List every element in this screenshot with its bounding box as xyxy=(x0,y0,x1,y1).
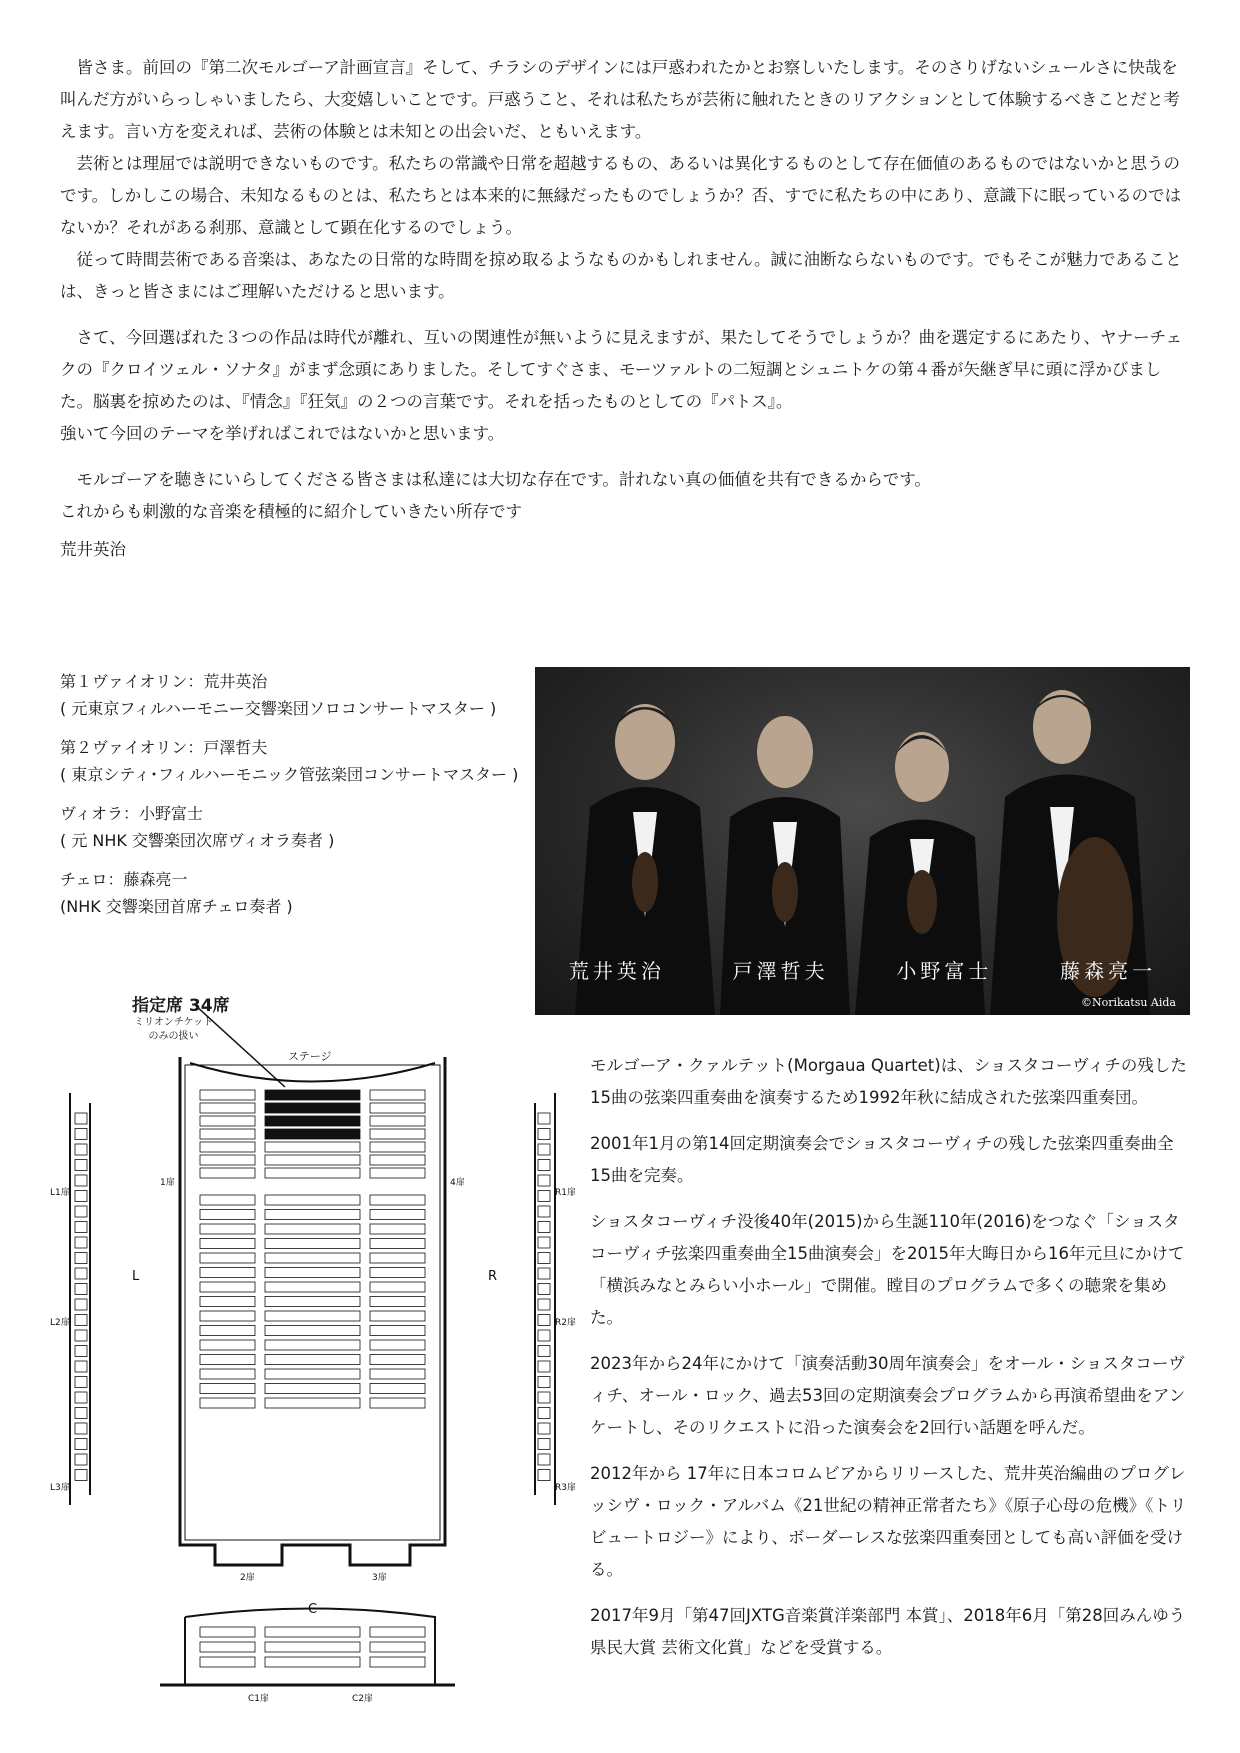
seat-block xyxy=(75,1237,87,1248)
seat-block xyxy=(370,1142,425,1152)
seat-block xyxy=(265,1268,360,1278)
member-list xyxy=(60,668,530,932)
door-label: L2扉 xyxy=(50,1318,70,1328)
seat-block xyxy=(538,1346,550,1357)
door-label: 1扉 xyxy=(160,1178,175,1188)
door-label: C1扉 xyxy=(248,1694,270,1704)
seat-block xyxy=(370,1268,425,1278)
member-role: 第１ヴァイオリン：荒井英治 xyxy=(60,672,268,691)
seat-block xyxy=(265,1116,360,1126)
right-block-label: R xyxy=(488,1269,498,1284)
seat-block xyxy=(75,1299,87,1310)
seat-block xyxy=(370,1657,425,1667)
seat-block xyxy=(370,1355,425,1365)
seat-block xyxy=(75,1222,87,1233)
seating-map xyxy=(50,985,580,1705)
door-label: C2扉 xyxy=(352,1694,374,1704)
door-label: L1扉 xyxy=(50,1188,70,1198)
seat-block xyxy=(538,1113,550,1124)
seat-block xyxy=(200,1326,255,1336)
seat-block xyxy=(370,1239,425,1249)
seat-block xyxy=(370,1297,425,1307)
seat-block xyxy=(200,1103,255,1113)
seat-block xyxy=(370,1311,425,1321)
seat-block xyxy=(265,1398,360,1408)
seat-block xyxy=(200,1340,255,1350)
member-note: ( 元東京フィルハーモニー交響楽団ソロコンサートマスター ) xyxy=(60,699,497,718)
seat-block xyxy=(265,1326,360,1336)
intro-paragraph: 従って時間芸術である音楽は、あなたの日常的な時間を掠め取るようなものかもしれません。誠に油断ならないものです。でもそこが魅力であることは、きっと皆さまにはご理解いただけると思います。 xyxy=(60,250,1182,301)
seat-block xyxy=(75,1129,87,1140)
door-label: 3扉 xyxy=(372,1573,387,1583)
seat-block xyxy=(200,1369,255,1379)
seat-block xyxy=(538,1237,550,1248)
seat-block xyxy=(265,1195,360,1205)
seat-block xyxy=(265,1103,360,1113)
seat-block xyxy=(75,1423,87,1434)
quartet-profile xyxy=(590,1050,1190,1678)
member-item xyxy=(60,734,530,788)
seat-block xyxy=(75,1470,87,1481)
seat-block xyxy=(538,1129,550,1140)
seat-block xyxy=(265,1297,360,1307)
seat-block xyxy=(200,1129,255,1139)
seat-block xyxy=(200,1384,255,1394)
seat-block xyxy=(370,1129,425,1139)
seat-block xyxy=(538,1206,550,1217)
seat-block xyxy=(75,1392,87,1403)
seat-block xyxy=(200,1268,255,1278)
seat-block xyxy=(370,1384,425,1394)
seat-block xyxy=(538,1268,550,1279)
seat-block xyxy=(538,1144,550,1155)
seat-block xyxy=(370,1282,425,1292)
seat-block xyxy=(75,1268,87,1279)
seat-block xyxy=(265,1253,360,1263)
door-label: L3扉 xyxy=(50,1483,70,1493)
seat-block xyxy=(538,1284,550,1295)
seat-block xyxy=(265,1224,360,1234)
seat-block xyxy=(370,1340,425,1350)
intro-paragraph: モルゴーアを聴きにいらしてくださる皆さまは私達には大切な存在です。計れない真の価値を共有できるからです。 xyxy=(76,470,931,489)
seat-block xyxy=(370,1224,425,1234)
door-label: 4扉 xyxy=(450,1178,465,1188)
seat-block xyxy=(370,1253,425,1263)
seat-block xyxy=(200,1398,255,1408)
seat-block xyxy=(265,1282,360,1292)
seat-block xyxy=(200,1239,255,1249)
photo-name: 戸澤哲夫 xyxy=(732,959,829,983)
seat-block xyxy=(370,1210,425,1220)
center-block-label: C xyxy=(308,1602,318,1617)
seat-block xyxy=(75,1144,87,1155)
seat-block xyxy=(370,1090,425,1100)
seat-block xyxy=(538,1423,550,1434)
intro-text xyxy=(60,52,1190,566)
seat-block xyxy=(538,1160,550,1171)
seat-block xyxy=(538,1454,550,1465)
member-role: チェロ：藤森亮一 xyxy=(60,870,188,889)
seat-block xyxy=(370,1398,425,1408)
seat-block xyxy=(265,1657,360,1667)
seat-block xyxy=(265,1642,360,1652)
seat-block xyxy=(75,1408,87,1419)
seat-block xyxy=(265,1210,360,1220)
door-label: R1扉 xyxy=(555,1188,576,1198)
seat-block xyxy=(370,1627,425,1637)
seat-block xyxy=(265,1239,360,1249)
member-role: 第２ヴァイオリン：戸澤哲夫 xyxy=(60,738,268,757)
member-note: (NHK 交響楽団首席チェロ奏者 ) xyxy=(60,897,293,916)
seat-block xyxy=(200,1642,255,1652)
profile-paragraph: 2012年から 17年に日本コロムビアからリリースした、荒井英治編曲のプログレッシヴ・ロック・アルバム《21世紀の精神正常者たち》《原子心母の危機》《トリビュートロジー》により、ボーダーレスな弦楽四重奏団としても高い評価を受ける。 xyxy=(590,1464,1187,1579)
seating-plan xyxy=(50,985,580,1705)
photo-name-captions xyxy=(535,955,1190,984)
profile-paragraph: 2017年9月「第47回JXTG音楽賞洋楽部門 本賞」、2018年6月「第28回みんゆう県民大賞 芸術文化賞」などを受賞する。 xyxy=(590,1606,1186,1657)
member-item xyxy=(60,668,530,722)
seat-block xyxy=(200,1657,255,1667)
seat-block xyxy=(370,1155,425,1165)
seat-block xyxy=(200,1155,255,1165)
seat-block xyxy=(538,1439,550,1450)
door-label: R3扉 xyxy=(555,1483,576,1493)
door-label: R2扉 xyxy=(555,1318,576,1328)
profile-paragraph: ショスタコーヴィチ没後40年(2015)から生誕110年(2016)をつなぐ「ショスタコーヴィチ弦楽四重奏曲全15曲演奏会」を2015年大晦日から16年元旦にかけて「横浜みなとみらい小ホール」で開催。瞠目のプログラムで多くの聴衆を集めた。 xyxy=(590,1212,1185,1327)
seat-block xyxy=(265,1384,360,1394)
seat-block xyxy=(200,1090,255,1100)
seat-block xyxy=(75,1315,87,1326)
seat-block xyxy=(265,1340,360,1350)
seat-block xyxy=(538,1222,550,1233)
seat-block xyxy=(200,1224,255,1234)
intro-paragraph: さて、今回選ばれた３つの作品は時代が離れ、互いの関連性が無いように見えますが、果たしてそうでしょうか？曲を選定するにあたり、ヤナーチェクの『クロイツェル・ソナタ』がまず念頭にありました。そしてすぐさま、モーツァルトの二短調とシュニトケの第４番が矢継ぎ早に頭に浮かびました。脳裏を掠めたのは、『情念』『狂気』の２つの言葉です。それを括ったものとしての『パトス』。 xyxy=(60,328,1183,411)
photo-name: 小野富士 xyxy=(896,959,993,983)
seat-note-line: のみの扱い xyxy=(148,1031,199,1042)
seat-block xyxy=(75,1253,87,1264)
seat-block xyxy=(75,1377,87,1388)
profile-paragraph: モルゴーア・クァルテット(Morgaua Quartet)は、ショスタコーヴィチの残した15曲の弦楽四重奏曲を演奏するため1992年秋に結成された弦楽四重奏団。 xyxy=(590,1056,1187,1107)
seat-block xyxy=(370,1116,425,1126)
seat-block xyxy=(265,1155,360,1165)
seat-block xyxy=(265,1355,360,1365)
member-item xyxy=(60,866,530,920)
seat-block xyxy=(370,1103,425,1113)
seat-block xyxy=(370,1168,425,1178)
seat-block xyxy=(200,1297,255,1307)
seat-block xyxy=(265,1168,360,1178)
seat-block xyxy=(538,1377,550,1388)
seat-block xyxy=(75,1206,87,1217)
seat-block xyxy=(75,1361,87,1372)
seat-block xyxy=(370,1369,425,1379)
seat-block xyxy=(538,1330,550,1341)
member-note: ( 元 NHK 交響楽団次席ヴィオラ奏者 ) xyxy=(60,831,335,850)
seat-block xyxy=(75,1330,87,1341)
seat-block xyxy=(265,1129,360,1139)
profile-paragraph: 2023年から24年にかけて「演奏活動30周年演奏会」をオール・ショスタコーヴィチ、オール・ロック、過去53回の定期演奏会プログラムから再演希望曲をアンケートし、そのリクエストに沿った演奏会を2回行い話題を呼んだ。 xyxy=(590,1354,1186,1437)
seat-block xyxy=(265,1311,360,1321)
signature: 荒井英治 xyxy=(60,540,126,559)
seat-block xyxy=(538,1299,550,1310)
photo-name: 荒井英治 xyxy=(568,959,665,983)
seat-rows xyxy=(75,1090,550,1667)
seat-block xyxy=(538,1175,550,1186)
seat-block xyxy=(265,1090,360,1100)
seat-block xyxy=(75,1284,87,1295)
intro-paragraph: 強いて今回のテーマを挙げればこれではないかと思います。 xyxy=(60,424,505,443)
member-note: ( 東京シティ･フィルハーモニック管弦楽団コンサートマスター ) xyxy=(60,765,519,784)
seat-block xyxy=(200,1311,255,1321)
seat-caption: 指定席 34席 xyxy=(132,996,230,1016)
seat-block xyxy=(200,1195,255,1205)
seat-block xyxy=(265,1369,360,1379)
seat-block xyxy=(75,1346,87,1357)
seat-block xyxy=(200,1282,255,1292)
member-item xyxy=(60,800,530,854)
intro-paragraph: 皆さま。前回の『第二次モルゴーア計画宣言』そして、チラシのデザインには戸惑われたかとお察しいたします。そのさりげないシュールさに快哉を叫んだ方がいらっしゃいましたら、大変嬉しいことです。戸惑うこと、それは私たちが芸術に触れたときのリアクションとして体験するべきことだと考えます。言い方を変えれば、芸術の体験とは未知との出会いだ、ともいえます。 xyxy=(60,58,1180,141)
seat-block xyxy=(538,1253,550,1264)
stage-label: ステージ xyxy=(288,1050,332,1063)
seat-block xyxy=(75,1175,87,1186)
seat-block xyxy=(265,1627,360,1637)
photo-credit: ©Norikatsu Aida xyxy=(1081,996,1176,1009)
member-role: ヴィオラ：小野富士 xyxy=(60,804,204,823)
seat-block xyxy=(75,1113,87,1124)
left-block-label: L xyxy=(132,1269,140,1284)
seat-block xyxy=(200,1627,255,1637)
seat-note-line: ミリオンチケット xyxy=(134,1017,213,1028)
seat-block xyxy=(538,1392,550,1403)
seat-block xyxy=(75,1454,87,1465)
intro-paragraph: これからも刺激的な音楽を積極的に紹介していきたい所存です xyxy=(60,502,522,521)
seat-block xyxy=(200,1210,255,1220)
intro-paragraph: 芸術とは理屈では説明できないものです。私たちの常識や日常を超越するもの、あるいは異化するものとして存在価値のあるものではないかと思うのです。しかしこの場合、未知なるものとは、私たちとは本来的に無縁だったものでしょうか？否、すでに私たちの中にあり、意識下に眠っているのではないか？それがある刹那、意識として顕在化するのでしょう。 xyxy=(60,154,1182,237)
seat-block xyxy=(538,1361,550,1372)
seat-block xyxy=(200,1168,255,1178)
seat-block xyxy=(200,1253,255,1263)
seat-block xyxy=(538,1408,550,1419)
seat-block xyxy=(265,1142,360,1152)
seat-block xyxy=(370,1195,425,1205)
seat-block xyxy=(370,1326,425,1336)
photo-name: 藤森亮一 xyxy=(1060,959,1157,983)
seat-block xyxy=(200,1355,255,1365)
profile-paragraph: 2001年1月の第14回定期演奏会でショスタコーヴィチの残した弦楽四重奏曲全15曲を完奏。 xyxy=(590,1134,1174,1185)
quartet-photo xyxy=(535,667,1190,1015)
seat-note xyxy=(134,1016,213,1044)
seat-block xyxy=(200,1142,255,1152)
seat-block xyxy=(75,1439,87,1450)
door-label: 2扉 xyxy=(240,1573,255,1583)
seat-block xyxy=(538,1191,550,1202)
seat-block xyxy=(75,1160,87,1171)
seat-block xyxy=(370,1642,425,1652)
seat-block xyxy=(75,1191,87,1202)
seat-block xyxy=(538,1470,550,1481)
seat-block xyxy=(538,1315,550,1326)
seat-block xyxy=(200,1116,255,1126)
